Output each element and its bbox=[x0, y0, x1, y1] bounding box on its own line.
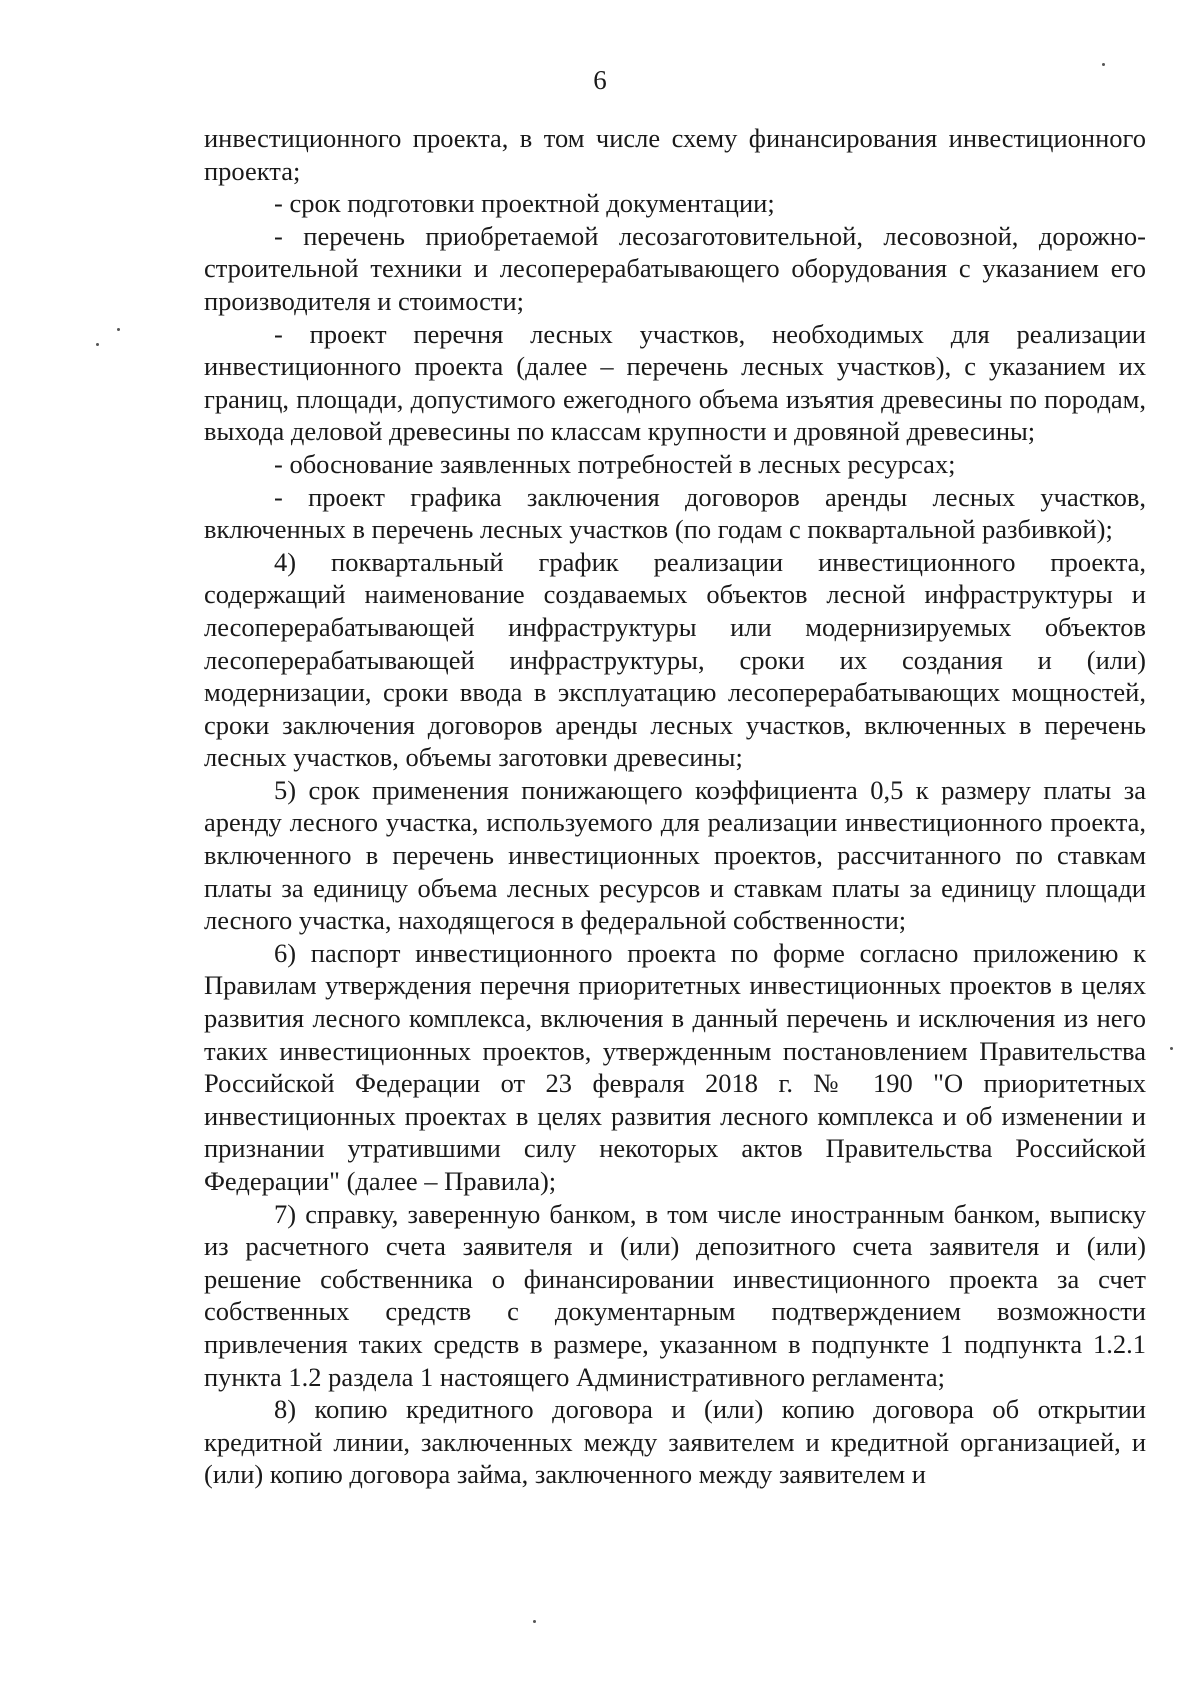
scan-speck bbox=[117, 328, 120, 331]
scan-speck bbox=[533, 1620, 536, 1623]
scan-speck bbox=[96, 343, 99, 346]
paragraph-item-7: 7) справку, заверенную банком, в том числе иностранным банком, выписку из расчетного счета заявителя и (или) депозитного счета заявителя и (или) решение собственника о финансировании инвестиционного проекта за счет собственных средств с документарным подтверждением возможности привлечения таких средств в размере, указанном в подпункте 1 подпункта 1.2.1 пункта 1.2 раздела 1 настоящего Административного регламента; bbox=[204, 1198, 1146, 1392]
paragraph-lease-schedule: - проект графика заключения договоров аренды лесных участков, включенных в перечень лесных участков (по годам с поквартальной разбивкой); bbox=[204, 481, 1146, 545]
paragraph-item-8: 8) копию кредитного договора и (или) копию договора об открытии кредитной линии, заключенных между заявителем и кредитной организацией, и (или) копию договора займа, заключенного между заявителем и bbox=[204, 1394, 1146, 1490]
document-body bbox=[204, 122, 1146, 1491]
paragraph-item-6: 6) паспорт инвестиционного проекта по форме согласно приложению к Правилам утверждения перечня приоритетных инвестиционных проектов в целях развития лесного комплекса, включения в данный перечень и исключения из него таких инвестиционных проектов, утвержденным постановлением Правительства Российской Федерации от 23 февраля 2018 г. № 190 "О приоритетных инвестиционных проектах в целях развития лесного комплекса и об изменении и признании утратившими силу некоторых актов Правительства Российской Федерации" (далее – Правила); bbox=[204, 937, 1146, 1196]
paragraph-item-5: 5) срок применения понижающего коэффициента 0,5 к размеру платы за аренду лесного участка, используемого для реализации инвестиционного проекта, включенного в перечень инвестиционных проектов, рассчитанного по ставкам платы за единицу объема лесных ресурсов и ставкам платы за единицу площади лесного участка, находящегося в федеральной собственности; bbox=[204, 774, 1146, 936]
paragraph-continuation: инвестиционного проекта, в том числе схему финансирования инвестиционного проекта; bbox=[204, 123, 1146, 186]
paragraph-deadline-design-docs: - срок подготовки проектной документации; bbox=[274, 188, 775, 219]
page-number: 6 bbox=[593, 65, 607, 95]
paragraph-equipment-list: - перечень приобретаемой лесозаготовительной, лесовозной, дорожно-строительной техники и лесоперерабатывающего оборудования с указанием его производителя и стоимости; bbox=[204, 220, 1146, 316]
paragraph-resource-justification: - обоснование заявленных потребностей в лесных ресурсах; bbox=[274, 448, 956, 479]
scan-speck bbox=[1102, 63, 1105, 66]
paragraph-forest-plots-list: - проект перечня лесных участков, необходимых для реализации инвестиционного проекта (далее – перечень лесных участков), с указанием их границ, площади, допустимого ежегодного объема изъятия древесины по породам, выхода деловой древесины по классам крупности и дровяной древесины; bbox=[204, 318, 1146, 447]
paragraph-item-4: 4) поквартальный график реализации инвестиционного проекта, содержащий наименование создаваемых объектов лесной инфраструктуры и лесоперерабатывающей инфраструктуры или модернизируемых объектов лесоперерабатывающей инфраструктуры, сроки их создания и (или) модернизации, сроки ввода в эксплуатацию лесоперерабатывающих мощностей, сроки заключения договоров аренды лесных участков, включенных в перечень лесных участков, объемы заготовки древесины; bbox=[204, 546, 1146, 773]
scan-speck bbox=[1170, 1047, 1173, 1050]
